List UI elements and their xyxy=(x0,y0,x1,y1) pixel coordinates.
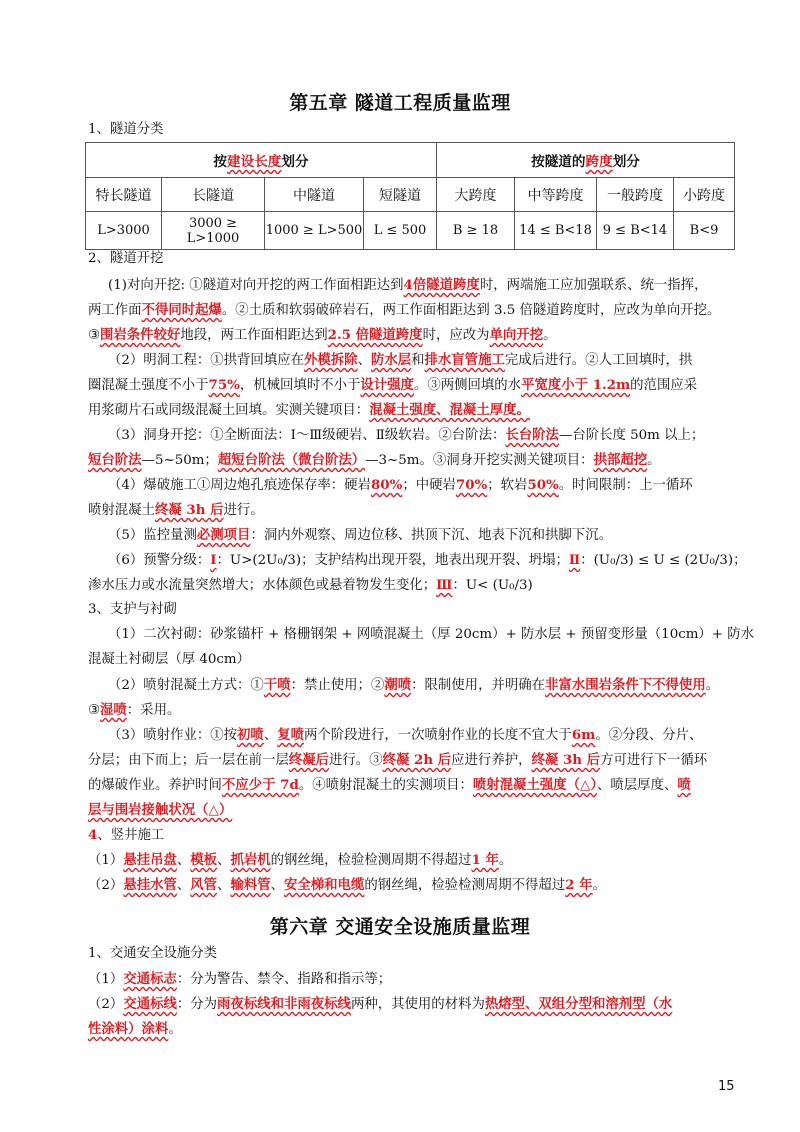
para-opposite-excavation-line3: ③围岩条件较好地段，两工作面相距达到2.5 倍隧道跨度时，应改为单向开挖。 xyxy=(88,327,557,343)
para-shaft-rope-2yr: （2）悬挂水管、风管、输料管、安全梯和电缆的钢丝绳，检验检测周期不得超过2 年。 xyxy=(88,877,606,893)
para-monitoring: （5）监控量测必测项目：洞内外观察、周边位移、拱顶下沉、地表下沉和拱脚下沉。 xyxy=(108,527,612,543)
para-tunnel-excavation-line1: （3）洞身开挖：①全断面法：Ⅰ～Ⅲ级硬岩、Ⅱ级软岩。②台阶法：长台阶法—台阶长度 50m 以上； xyxy=(108,427,705,443)
column-header: 小跨度 xyxy=(674,178,735,212)
tunnel-classification-table xyxy=(85,142,735,250)
section-excavation: 2、隧道开挖 xyxy=(88,251,164,266)
column-header: 一般跨度 xyxy=(597,178,674,212)
column-header: 长隧道 xyxy=(162,178,265,212)
para-shaft-rope-1yr: （1）悬挂吊盘、模板、抓岩机的钢丝绳，检验检测周期不得超过1 年。 xyxy=(88,852,513,868)
table-cell: L ≤ 500 xyxy=(364,212,437,250)
group-header-length: 按建设长度划分 xyxy=(86,143,437,178)
column-header: 中隧道 xyxy=(265,178,364,212)
para-spraying-line2: 分层；由下而上；后一层在前一层终凝后进行。③终凝 2h 后应进行养护，终凝 3h 后方可进行下一循环 xyxy=(88,752,708,768)
para-traffic-markings-line2: 性涂料）涂料。 xyxy=(88,1021,182,1037)
column-header: 大跨度 xyxy=(437,178,515,212)
table-cell: B ≥ 18 xyxy=(437,212,515,250)
para-spraying-line4: 层与围岩接触状况（△） xyxy=(88,802,233,818)
section-shaft-construction: 4、竖井施工 xyxy=(88,827,165,843)
para-open-cut-line2: 圈混凝土强度不小于75%，机械回填时不小于设计强度。③两侧回填的水平宽度小于 1.2m的范围应采 xyxy=(88,377,698,393)
table-cell: 14 ≤ B<18 xyxy=(515,212,597,250)
para-blasting-line2: 喷射混凝土终凝 3h 后进行。 xyxy=(88,502,264,518)
page-number: 15 xyxy=(718,1079,735,1094)
para-secondary-lining-line1: （1）二次衬砌：砂浆锚杆 + 格栅钢架 + 网喷混凝土（厚 20cm）+ 防水层 + 预留变形量（10cm）+ 防水 xyxy=(108,627,755,642)
para-opposite-excavation-line1: (1)对向开挖: ①隧道对向开挖的两工作面相距达到4倍隧道跨度时，两端施工应加强联系、统一指挥， xyxy=(108,277,708,293)
para-shotcrete-method-line1: （2）喷射混凝土方式：①干喷：禁止使用；②潮喷：限制使用，并明确在非富水围岩条件下不得使用。 xyxy=(108,677,720,693)
column-header: 特长隧道 xyxy=(86,178,162,212)
para-blasting-line1: （4）爆破施工①周边炮孔痕迹保存率：硬岩80%；中硬岩70%；软岩50%。时间限制：上一循环 xyxy=(108,477,693,493)
section-tunnel-classification: 1、隧道分类 xyxy=(88,122,164,137)
section-support-lining: 3、支护与衬砌 xyxy=(88,602,177,617)
column-header: 中等跨度 xyxy=(515,178,597,212)
para-secondary-lining-line2: 混凝土衬砌层（厚 40cm） xyxy=(88,652,251,667)
table-cell: 3000 ≥ L>1000 xyxy=(162,212,265,250)
section-safety-facility-classification: 1、交通安全设施分类 xyxy=(88,946,218,961)
group-header-span: 按隧道的跨度划分 xyxy=(437,143,735,178)
table-cell: B<9 xyxy=(674,212,735,250)
chapter-6-title: 第六章 交通安全设施质量监理 xyxy=(269,916,531,938)
para-traffic-signs: （1）交通标志：分为警告、禁令、指路和指示等； xyxy=(88,971,392,987)
para-open-cut-line3: 用浆砌片石或同级混凝土回填。实测关键项目：混凝土强度、混凝土厚度。 xyxy=(88,402,530,418)
para-tunnel-excavation-line2: 短台阶法—5~50m；超短台阶法（微台阶法）—3~5m。③洞身开挖实测关键项目：拱部超挖。 xyxy=(88,452,661,468)
chapter-5-title: 第五章 隧道工程质量监理 xyxy=(289,92,511,114)
para-opposite-excavation-line2: 两工作面不得同时起爆。②土质和软弱破碎岩石，两工作面相距达到 3.5 倍隧道跨度时，应改为单向开挖。 xyxy=(88,302,721,318)
table-cell: 1000 ≥ L>500 xyxy=(265,212,364,250)
para-traffic-markings-line1: （2）交通标线：分为雨夜标线和非雨夜标线两种，其使用的材料为热熔型、双组分型和溶剂型（水 xyxy=(88,996,673,1012)
column-header: 短隧道 xyxy=(364,178,437,212)
table-cell: L>3000 xyxy=(86,212,162,250)
para-spraying-line3: 的爆破作业。养护时间不应少于 7d。④喷射混凝土的实测项目：喷射混凝土强度（△）、喷层厚度、喷 xyxy=(88,777,691,793)
para-warning-line2: 渗水压力或水流量突然增大；水体颜色或悬着物发生变化；Ⅲ：U< (U₀/3) xyxy=(88,577,533,593)
para-open-cut-line1: （2）明洞工程：①拱背回填应在外模拆除、防水层和排水盲管施工完成后进行。②人工回填时，拱 xyxy=(108,352,693,368)
table-cell: 9 ≤ B<14 xyxy=(597,212,674,250)
para-warning-line1: （6）预警分级：Ⅰ：U>(2U₀/3)；支护结构出现开裂，地表出现开裂、坍塌；Ⅱ：(U₀/3) ≤ U ≤ (2U₀/3)； xyxy=(108,552,747,568)
para-shotcrete-method-line2: ③湿喷：采用。 xyxy=(88,702,181,718)
para-spraying-line1: （3）喷射作业：①按初喷、复喷两个阶段进行，一次喷射作业的长度不宜大于6m。②分段、分片、 xyxy=(108,727,703,743)
